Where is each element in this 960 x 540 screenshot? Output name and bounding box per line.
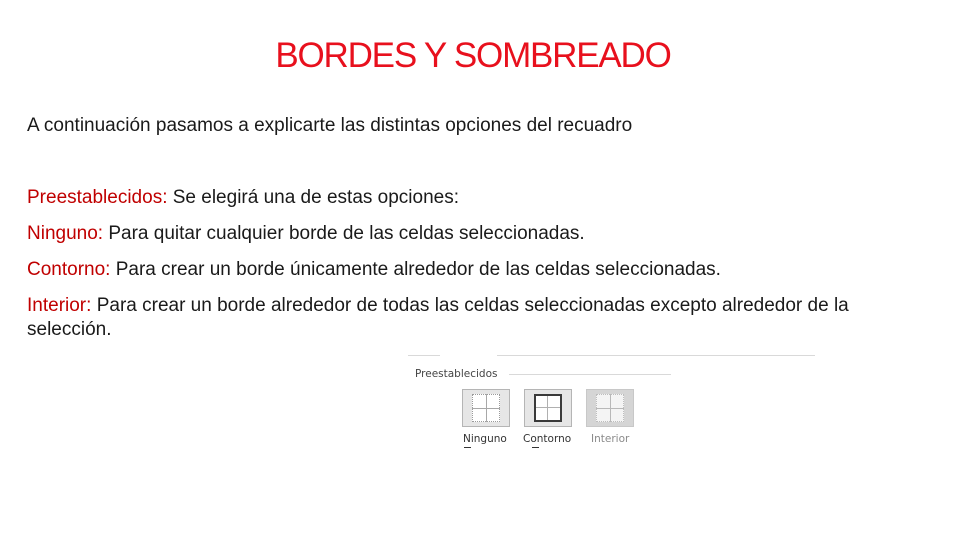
mnemonic-underline bbox=[532, 447, 539, 448]
presets-group-label: Preestablecidos bbox=[415, 368, 498, 380]
presets-dialog-fragment bbox=[405, 352, 817, 462]
term-interior: Interior: bbox=[27, 295, 92, 316]
border-outline-icon bbox=[534, 394, 562, 422]
divider-line bbox=[497, 355, 815, 356]
intro-text: A continuación pasamos a explicarte las distintas opciones del recuadro bbox=[27, 115, 633, 136]
text-interior: Para crear un borde alrededor de todas las celdas seleccionadas excepto alrededor de la selección. bbox=[27, 295, 849, 340]
paragraph-interior bbox=[27, 294, 927, 342]
paragraph-preestablecidos bbox=[27, 186, 927, 210]
border-none-icon bbox=[472, 394, 500, 422]
preset-contorno-button[interactable] bbox=[524, 389, 572, 427]
paragraph-ninguno bbox=[27, 222, 927, 246]
preset-interior-label: Interior bbox=[591, 433, 630, 445]
term-ninguno: Ninguno: bbox=[27, 223, 104, 244]
mnemonic-underline bbox=[464, 447, 471, 448]
paragraph-contorno bbox=[27, 258, 927, 282]
text-preestablecidos: Se elegirá una de estas opciones: bbox=[167, 187, 459, 208]
text-contorno: Para crear un borde únicamente alrededor de las celdas seleccionadas. bbox=[110, 259, 721, 280]
preset-ninguno-label[interactable]: Ninguno bbox=[463, 433, 507, 445]
text-ninguno: Para quitar cualquier borde de las celdas seleccionadas. bbox=[103, 223, 585, 244]
slide-title: BORDES Y SOMBREADO bbox=[275, 36, 671, 75]
preset-contorno-label[interactable]: Contorno bbox=[523, 433, 572, 445]
preset-ninguno-button[interactable] bbox=[462, 389, 510, 427]
border-inside-icon bbox=[596, 394, 624, 422]
term-preestablecidos: Preestablecidos: bbox=[27, 187, 168, 208]
divider-line bbox=[408, 355, 440, 356]
group-divider bbox=[509, 374, 671, 375]
term-contorno: Contorno: bbox=[27, 259, 111, 280]
preset-interior-button bbox=[586, 389, 634, 427]
